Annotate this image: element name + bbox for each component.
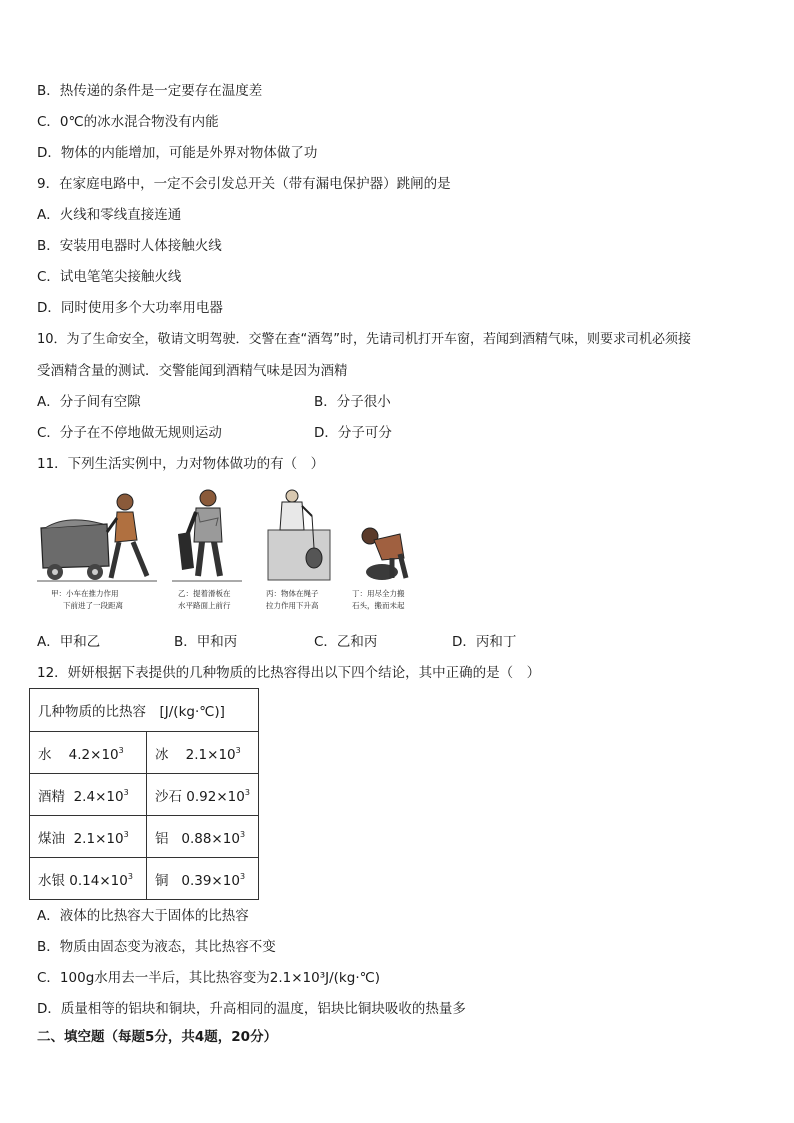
q9-option-a: A．火线和零线直接连通 — [37, 207, 182, 223]
q11-option-b: B．甲和丙 — [174, 634, 238, 650]
figure-yi — [172, 488, 242, 616]
q9-option-d: D．同时使用多个大功率用电器 — [37, 300, 223, 316]
q12-stem: 12．妍妍根据下表提供的几种物质的比热容得出以下四个结论，其中正确的是（ ） — [37, 665, 541, 681]
section-heading-fill-in: 二、填空题（每题5分，共4题，20分） — [37, 1029, 278, 1045]
table-row — [30, 774, 259, 816]
boy-carrying-skateboard-illustration — [172, 488, 242, 584]
q11-option-a: A．甲和乙 — [37, 634, 101, 650]
table-cell: 水银 $0.14\times 10^3$ — [30, 858, 147, 900]
q12-option-d: D．质量相等的铝块和铜块，升高相同的温度，铝块比铜块吸收的热量多 — [37, 1001, 466, 1017]
figure-ding — [352, 488, 422, 616]
rope-lift-illustration — [262, 488, 337, 584]
figure-bing — [262, 488, 337, 616]
q10-option-c: C．分子在不停地做无规则运动 — [37, 425, 222, 441]
figure-bing-caption-2: 拉力作用下升高 — [266, 601, 319, 610]
figure-yi-caption-2: 水平路面上前行 — [178, 601, 231, 610]
figure-ding-caption-2: 石头，搬而未起 — [352, 601, 405, 610]
table-cell: 酒精 $2.4\times 10^3$ — [30, 774, 147, 816]
table-cell: 冰 $2.1\times 10^3$ — [147, 732, 259, 774]
q12-option-c: C．100g水用去一半后，其比热容变为2.1×10³J/(kg·℃) — [37, 970, 381, 986]
table-cell: 煤油 $2.1\times 10^3$ — [30, 816, 147, 858]
q10-stem-line2: 受酒精含量的测试．交警能闻到酒精气味是因为酒精 — [37, 363, 348, 379]
table-cell: 沙石 $0.92\times 10^3$ — [147, 774, 259, 816]
figure-ding-caption-1: 丁：用尽全力搬 — [352, 589, 405, 598]
q11-option-c: C．乙和丙 — [314, 634, 378, 650]
q9-stem: 9．在家庭电路中，一定不会引发总开关（带有漏电保护器）跳闸的是 — [37, 176, 451, 192]
figure-jia — [37, 488, 157, 616]
figure-bing-caption-1: 丙：物体在绳子 — [266, 589, 319, 598]
lifting-stone-illustration — [352, 488, 422, 584]
figure-jia-caption-2: 下前进了一段距离 — [63, 601, 123, 610]
q12-option-a: A．液体的比热容大于固体的比热容 — [37, 908, 249, 924]
table-cell: 水 $4.2\times 10^3$ — [30, 732, 147, 774]
figure-jia-caption-1: 甲：小车在推力作用 — [51, 589, 119, 598]
q8-option-d: D．物体的内能增加，可能是外界对物体做了功 — [37, 145, 318, 161]
q9-option-c: C．试电笔笔尖接触火线 — [37, 269, 182, 285]
q11-stem: 11．下列生活实例中，力对物体做功的有（ ） — [37, 456, 325, 472]
table-cell: 铝 $0.88\times 10^3$ — [147, 816, 259, 858]
q9-option-b: B．安装用电器时人体接触火线 — [37, 238, 222, 254]
q8-option-c: C．0℃的冰水混合物没有内能 — [37, 114, 219, 130]
q10-option-d: D．分子可分 — [314, 425, 392, 441]
table-header: 几种物质的比热容 [J/(kg·℃)] — [30, 689, 259, 732]
table-row — [30, 858, 259, 900]
table-row — [30, 816, 259, 858]
q10-option-b: B．分子很小 — [314, 394, 391, 410]
q10-stem-line1: 10．为了生命安全，敬请文明驾驶．交警在查“酒驾”时，先请司机打开车窗，若闻到酒精气味，则要求司机必须接 — [37, 332, 692, 347]
table-row — [30, 732, 259, 774]
table-cell: 铜 $0.39\times 10^3$ — [147, 858, 259, 900]
q8-option-b: B．热传递的条件是一定要存在温度差 — [37, 83, 263, 99]
q11-option-d: D．丙和丁 — [452, 634, 517, 650]
q12-option-b: B．物质由固态变为液态，其比热容不变 — [37, 939, 276, 955]
figure-yi-caption-1: 乙：提着滑板在 — [178, 589, 231, 598]
specific-heat-table — [29, 688, 259, 900]
cart-push-illustration — [37, 488, 157, 584]
q10-option-a: A．分子间有空隙 — [37, 394, 141, 410]
